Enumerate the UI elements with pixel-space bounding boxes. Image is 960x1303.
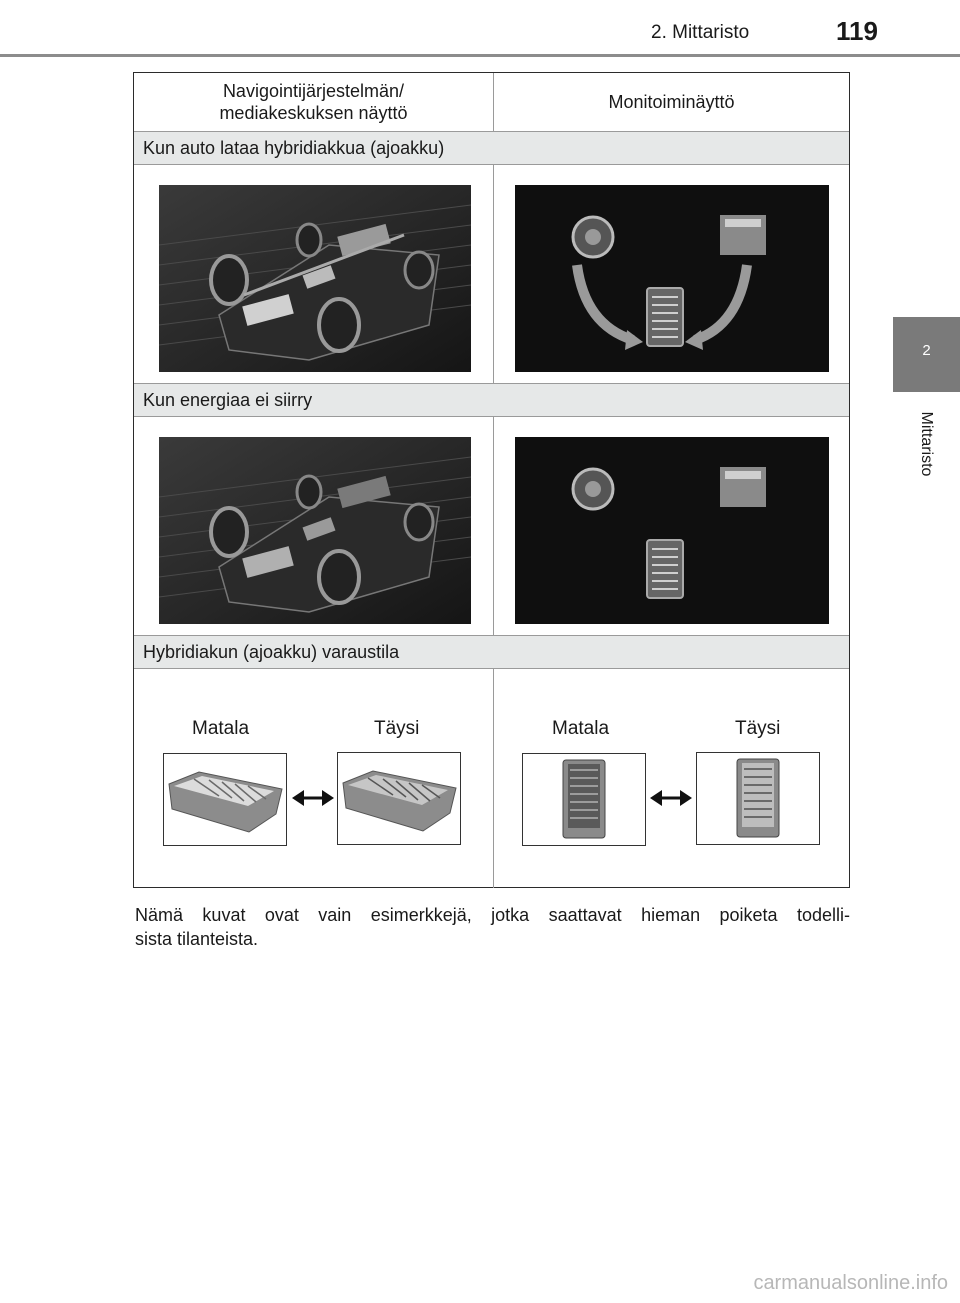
energy-flow-table [133, 72, 850, 888]
section-band-idle [134, 383, 849, 416]
car-chassis-image [159, 185, 471, 372]
section-title: 2. Mittaristo [651, 22, 750, 43]
navigation-screen-idle [159, 437, 471, 624]
navigation-screen-charging [159, 185, 471, 372]
column-header-multi-display: Monitoiminäyttö [608, 92, 735, 112]
battery-full-md-icon [697, 753, 819, 844]
footnote-line-1: Nämä kuvat ovat vain esimerkkejä, jotka saattavat hieman poiketa todelli- [135, 905, 850, 925]
table-row-charge-level [134, 668, 849, 887]
footnote [135, 903, 850, 951]
car-chassis-idle-image [159, 437, 471, 624]
energy-flow-charging-image [515, 185, 829, 372]
chapter-tab[interactable] [893, 317, 960, 392]
table-header-row [134, 73, 849, 131]
level-label-full-md: Täysi [735, 718, 781, 739]
table-row-idle [134, 416, 849, 635]
table-row-charging [134, 164, 849, 383]
multi-display-screen-charging [515, 185, 829, 372]
energy-flow-idle-image [515, 437, 829, 624]
battery-full-nav-icon [338, 753, 460, 844]
battery-low-nav [163, 753, 287, 846]
level-label-full-nav: Täysi [374, 718, 420, 739]
section-band-charging [134, 131, 849, 164]
multi-display-screen-idle [515, 437, 829, 624]
battery-full-md [696, 752, 820, 845]
column-header-navigation: Navigointijärjestelmän/ mediakeskuksen näyttö [219, 81, 408, 123]
chapter-tab-label: Mittaristo [918, 411, 935, 477]
battery-low-md [522, 753, 646, 846]
section-band-charge-level [134, 635, 849, 668]
page-number: 119 [836, 16, 878, 46]
level-label-full-nav-box [337, 752, 461, 845]
section-title-idle: Kun energiaa ei siirry [143, 389, 313, 410]
battery-low-md-icon [523, 754, 645, 845]
footnote-line-2: sista tilanteista. [135, 929, 259, 949]
section-title-charging: Kun auto lataa hybridiakkua (ajoakku) [143, 137, 445, 158]
battery-low-nav-icon [164, 754, 286, 845]
watermark: carmanualsonline.info [753, 1272, 948, 1294]
level-label-low-nav: Matala [192, 718, 250, 739]
section-title-charge-level: Hybridiakun (ajoakku) varaustila [143, 641, 400, 662]
double-arrow-icon [292, 786, 334, 810]
level-label-low-md: Matala [552, 718, 610, 739]
chapter-tab-number: 2 [922, 342, 931, 359]
header-rule [0, 54, 960, 57]
double-arrow-icon-md [650, 786, 692, 810]
